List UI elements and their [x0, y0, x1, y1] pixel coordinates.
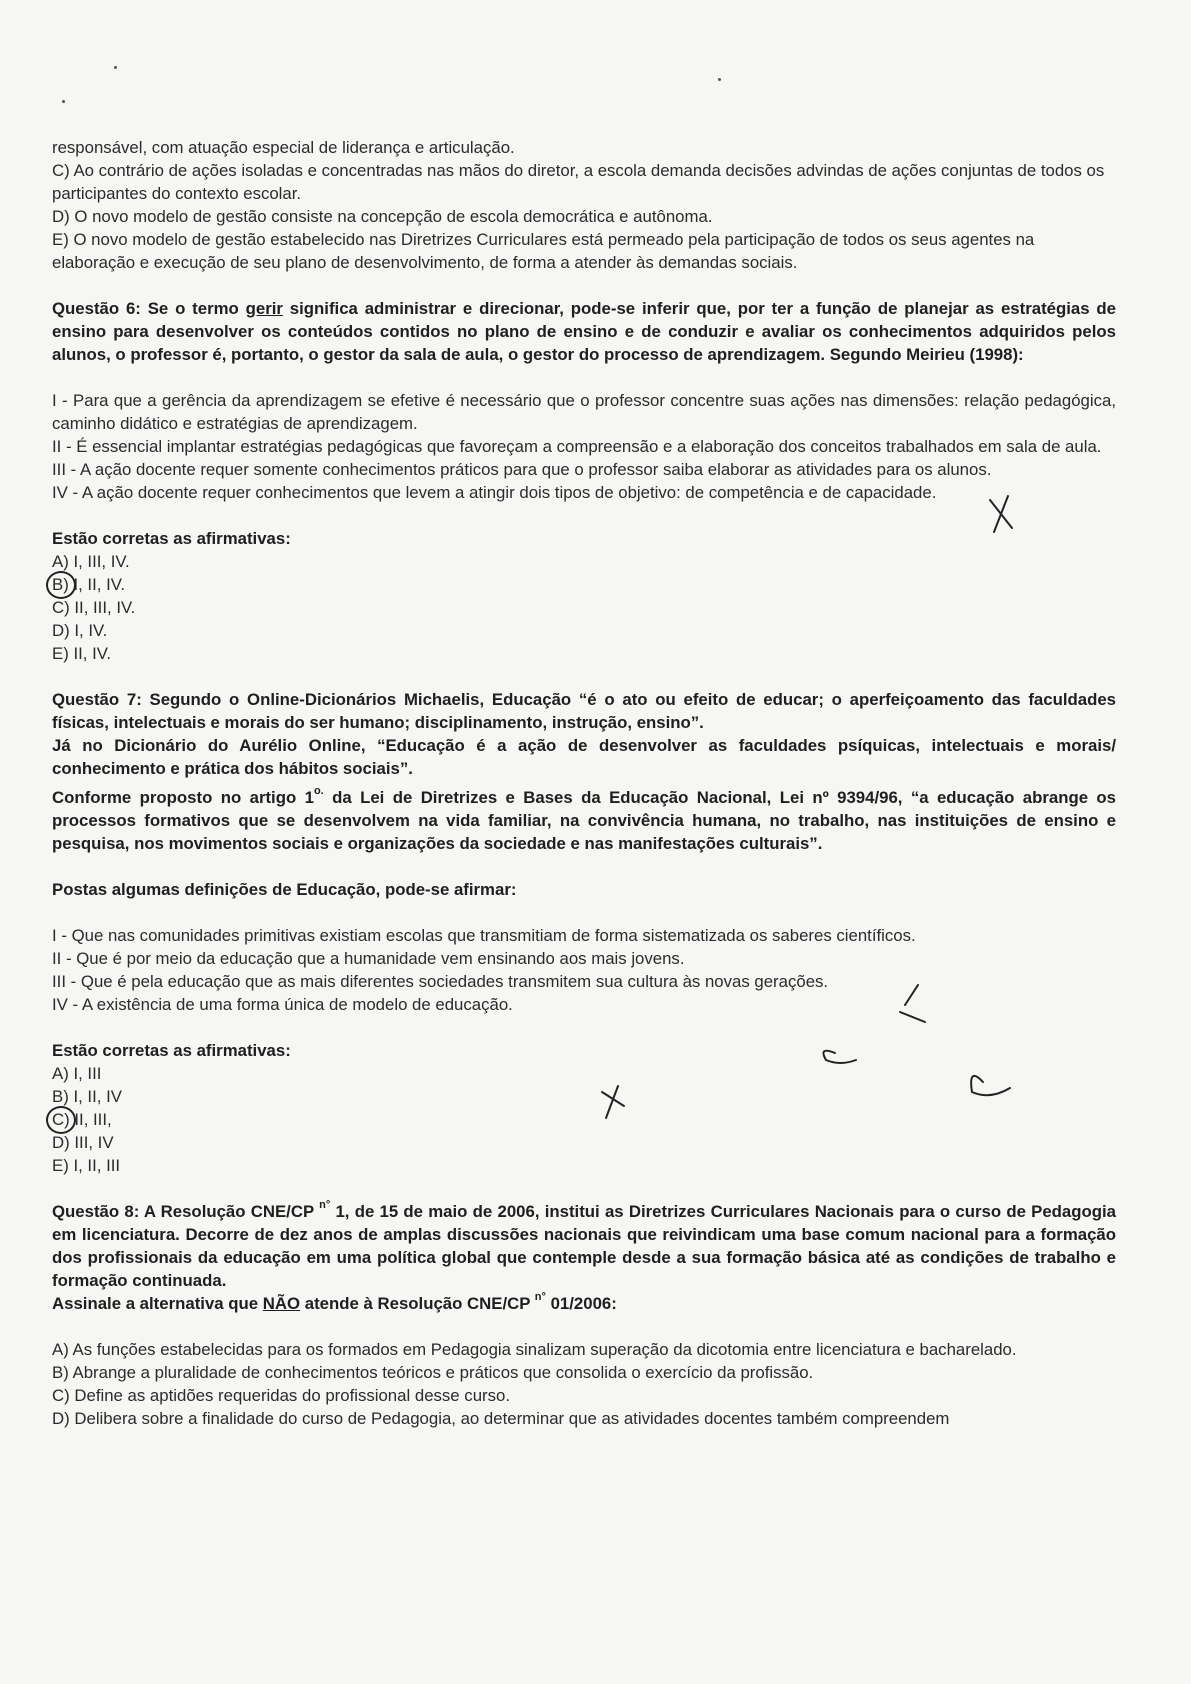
- statement-iv: IV - A existência de uma forma única de modelo de educação.: [52, 995, 513, 1014]
- correct-label: Estão corretas as afirmativas:: [52, 529, 291, 548]
- statement-ii: II - Que é por meio da educação que a humanidade vem ensinando aos mais jovens.: [52, 949, 685, 968]
- option-e: E) II, IV.: [52, 644, 112, 663]
- option-e: E) O novo modelo de gestão estabelecido nas Diretrizes Curriculares está permeado pela participação de todos os seus agentes na elaboração e execução de seu plano de desenvolvimento, de forma a atender às demandas sociais.: [52, 230, 1035, 272]
- statement-iv: IV - A ação docente requer conhecimentos que levem a atingir dois tipos de objetivo: de competência e de capacidade.: [52, 483, 937, 502]
- check-mark: [971, 1076, 1010, 1095]
- handwritten-circle: C) II, III,: [52, 1110, 112, 1129]
- option-c: C) Ao contrário de ações isoladas e concentradas nas mãos do diretor, a escola demanda decisões advindas de ações conjuntas de todos os participantes do contexto escolar.: [52, 161, 1105, 203]
- option-c: C) Define as aptidões requeridas do profissional desse curso.: [52, 1386, 511, 1405]
- question-8-stem: Questão 8: A Resolução CNE/CP $^{n^\circ}$ 1, de 15 de maio de 2006, institui as Diretrizes Curriculares Nacionais para o curso de Pedagogia em licenciatura. Decorre de dez anos de amplas discussões nacionais que reivindicam uma base comum nacional para a formação dos profissionais da educação em uma política global que contemple desde a sua formação básica até as condições de trabalho e formação continuada.: [52, 1199, 1116, 1290]
- option-d: D) O novo modelo de gestão consiste na concepção de escola democrática e autônoma.: [52, 207, 713, 226]
- option-d: D) III, IV: [52, 1133, 114, 1152]
- option-b: B) I, II, IV: [52, 1087, 122, 1106]
- option-d: D) Delibera sobre a finalidade do curso de Pedagogia, ao determinar que as atividades docentes também compreendem: [52, 1409, 950, 1428]
- option-d: D) I, IV.: [52, 621, 108, 640]
- question-8-ask: Assinale a alternativa que NÃO atende à Resolução CNE/CP $^{n^\circ}$ 01/2006:: [52, 1291, 617, 1313]
- question-7-stem-aurelio: Já no Dicionário do Aurélio Online, “Educação é a ação de desenvolver as faculdades psíquicas, intelectuais e morais/ conhecimento e prática dos hábitos sociais”.: [52, 736, 1116, 778]
- handwritten-circle: B) I, II, IV.: [52, 575, 126, 594]
- question-6-stem: Questão 6: Se o termo gerir significa administrar e direcionar, pode-se inferir que, por ter a função de planejar as estratégias de ensino para desenvolver os conteúdos contidos no plano de ensino e de conduzir e avaliar os conhecimentos adquiridos pelos alunos, o professor é, portanto, o gestor da sala de aula, o gestor do processo de aprendizagem. Segundo Meirieu (1998):: [52, 299, 1116, 364]
- question-7-stem: Questão 7: Segundo o Online-Dicionários Michaelis, Educação “é o ato ou efeito de educar; o aperfeiçoamento das faculdades físicas, intelectuais e morais do ser humano; disciplinamento, instrução, ensino”.: [52, 690, 1116, 732]
- statement-i: I - Para que a gerência da aprendizagem se efetive é necessário que o professor concentre suas ações nas dimensões: relação pedagógica, caminho didático e estratégias de aprendizagem.: [52, 391, 1116, 433]
- statement-i: I - Que nas comunidades primitivas existiam escolas que transmitiam de forma sistematizada os saberes científicos.: [52, 926, 916, 945]
- option-a: A) I, III, IV.: [52, 552, 130, 571]
- check-mark: [823, 1051, 856, 1063]
- statement-ii: II - É essencial implantar estratégias pedagógicas que favoreçam a compreensão e a elaboração dos conceitos trabalhados em sala de aula.: [52, 437, 1102, 456]
- option-b: B) Abrange a pluralidade de conhecimentos teóricos e práticos que consolida o exercício da profissão.: [52, 1363, 814, 1382]
- text-line: responsável, com atuação especial de liderança e articulação.: [52, 138, 515, 157]
- option-a: A) As funções estabelecidas para os formados em Pedagogia sinalizam superação da dicotomia entre licenciatura e bacharelado.: [52, 1340, 1017, 1359]
- cross-mark: [602, 1086, 624, 1118]
- cross-mark: [990, 496, 1012, 532]
- statement-iii: III - A ação docente requer somente conhecimentos práticos para que o professor saiba elaborar as atividades para os alunos.: [52, 460, 992, 479]
- statement-iii: III - Que é pela educação que as mais diferentes sociedades transmitem sua cultura às novas gerações.: [52, 972, 829, 991]
- question-7-prompt: Postas algumas definições de Educação, pode-se afirmar:: [52, 880, 517, 899]
- option-e: E) I, II, III: [52, 1156, 121, 1175]
- option-a: A) I, III: [52, 1064, 102, 1083]
- question-7-stem-ldb: Conforme proposto no artigo $1^{o.}$ da Lei de Diretrizes e Bases da Educação Nacional, Lei nº 9394/96, “a educação abrange os processos formativos que se desenvolvem na vida familiar, na convivência humana, no trabalho, nas instituições de ensino e pesquisa, nos movimentos sociais e organizações da sociedade e nas manifestações culturais”.: [52, 785, 1116, 853]
- check-mark: [900, 985, 925, 1022]
- correct-label: Estão corretas as afirmativas:: [52, 1041, 291, 1060]
- option-c: C) II, III, IV.: [52, 598, 136, 617]
